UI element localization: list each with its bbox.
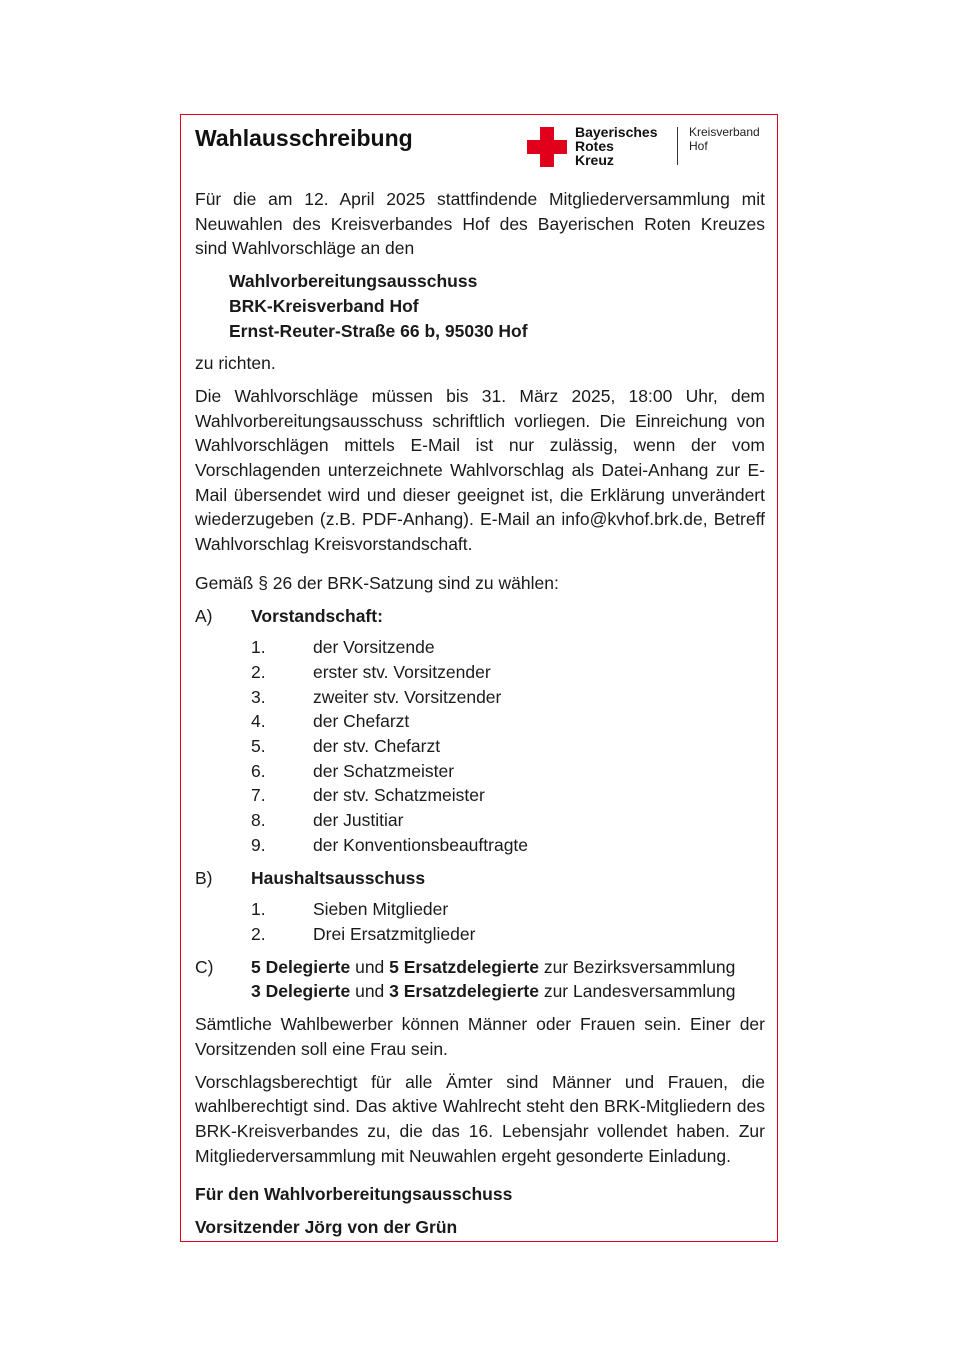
section-c-lines [251, 955, 735, 1004]
intro-paragraph: Für die am 12. April 2025 stattfindende Mitgliederversammlung mit Neuwahlen des Kreisverbandes Hof des Bayerischen Roten Kreuzes sind Wahlvorschläge an den [195, 189, 765, 259]
to-direct-text: zu richten. [195, 353, 276, 374]
list-item: 2. erster stv. Vorsitzender [251, 661, 491, 682]
list-item: 4. der Chefarzt [251, 711, 410, 732]
logo-brand-text: Bayerisches Rotes Kreuz [575, 124, 658, 168]
section-letter: A) [195, 605, 213, 626]
address-line: Wahlvorbereitungsausschuss [229, 271, 478, 292]
section-a-heading [195, 604, 765, 629]
statute-text: Gemäß § 26 der BRK-Satzung sind zu wählen: [195, 572, 559, 593]
list-item: 7. der stv. Schatzmeister [251, 785, 485, 806]
list-item: 8. der Justitiar [251, 810, 404, 831]
eligibility-paragraph: Vorschlagsberechtigt für alle Ämter sind Männer und Frauen, die wahlberechtigt sind. Das aktive Wahlrecht steht den BRK-Mitgliedern des BRK-Kreisverbandes zu, die das 16. Lebensjahr vollendet haben. Zur Mitgliederversammlung mit Neuwahlen ergeht gesonderte Einladung. [195, 1071, 765, 1166]
section-letter: B) [195, 867, 213, 888]
delegates-line: 3 Delegierte und 3 Ersatzdelegierte zur Landesversammlung [251, 981, 736, 1002]
list-item: 1. der Vorsitzende [251, 637, 435, 658]
signature-committee: Für den Wahlvorbereitungsausschuss [195, 1184, 513, 1205]
section-b-list [195, 897, 765, 946]
red-cross-icon [527, 127, 567, 167]
section-b-heading [195, 866, 765, 891]
address-line: BRK-Kreisverband Hof [229, 295, 419, 316]
section-a-list [195, 635, 765, 857]
signature-chair: Vorsitzender Jörg von der Grün [195, 1217, 458, 1238]
section-c [195, 955, 765, 1004]
page-title: Wahlausschreibung [195, 125, 413, 151]
logo-divider [677, 127, 678, 165]
logo-region-text: Kreisverband Hof [689, 125, 760, 153]
delegates-line: 5 Delegierte und 5 Ersatzdelegierte zur Bezirksversammlung [251, 956, 736, 977]
address-line: Ernst-Reuter-Straße 66 b, 95030 Hof [229, 320, 528, 341]
list-item: 1. Sieben Mitglieder [251, 899, 449, 920]
section-title: Vorstandschaft: [251, 605, 383, 626]
section-letter: C) [195, 956, 214, 977]
announcement-frame [180, 114, 778, 1242]
announcement-body [195, 187, 765, 1240]
list-item: 6. der Schatzmeister [251, 760, 455, 781]
section-title: Haushaltsausschuss [251, 867, 426, 888]
deadline-paragraph: Die Wahlvorschläge müssen bis 31. März 2025, 18:00 Uhr, dem Wahlvorbereitungsausschuss schriftlich vorliegen. Die Einreichung von Wahlvorschlägen mittels E-Mail ist nur zulässig, wenn der vom Vorschlagenden unterzeichnete Wahlvorschlag als Datei-Anhang zur E-Mail übersendet wird und dieser geeignet ist, die Erklärung unverändert wiederzugeben (z.B. PDF-Anhang). E-Mail an info@kvhof.brk.de, Betreff Wahlvorschlag Kreisvorstandschaft. [195, 385, 765, 555]
address-block [195, 269, 765, 343]
brk-logo [527, 125, 773, 171]
list-item: 2. Drei Ersatzmitglieder [251, 923, 476, 944]
list-item: 3. zweiter stv. Vorsitzender [251, 686, 502, 707]
list-item: 9. der Konventionsbeauftragte [251, 834, 529, 855]
list-item: 5. der stv. Chefarzt [251, 736, 441, 757]
candidates-paragraph: Sämtliche Wahlbewerber können Männer oder Frauen sein. Einer der Vorsitzenden soll eine Frau sein. [195, 1014, 765, 1059]
